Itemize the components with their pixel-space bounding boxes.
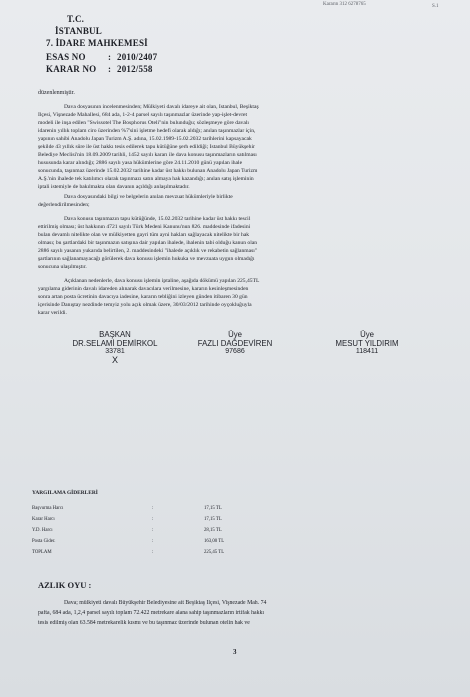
cost-sep: : xyxy=(152,528,154,533)
header-city: İSTANBUL xyxy=(55,26,102,36)
body-line: yargılama giderinin davalı idareden alınarak davacılara verilmesine, kararın kesinleşmesinden xyxy=(38,286,249,292)
cost-sep: : xyxy=(152,506,154,511)
signature-role: BAŞKAN xyxy=(99,330,131,339)
body-line: ettirilmiş olması; üst hakkının 4721 sayılı Türk Medeni Kanunu'nun 826. maddesinde ifadesini xyxy=(38,224,251,230)
body-line: Dava konusu taşınmazın tapu kütüğünde, 15.02.2032 tarihine kadar üst hakkı tescil xyxy=(64,216,251,222)
body-line: iptali istemiyle de bakılmakta olan davanın açıldığı anlaşılmaktadır. xyxy=(38,184,190,190)
body-line: değerlendirilmesinden; xyxy=(38,202,90,208)
body-line: sonucunda, taşınmaz üzerinde 15.02.2032 tarihine kadar üst hakkı bulunan Anadolu Japan Turizm xyxy=(38,168,258,174)
cost-amount: 17,15 TL xyxy=(204,517,222,522)
cost-amount: 163,00 TL xyxy=(204,539,225,544)
body-line: olması; bu şartlardaki bir taşınmazın satışına dair yapılan ihalede, ihalenin tabi olduğu kanun olan xyxy=(38,240,258,246)
karar-sep: : xyxy=(108,64,112,74)
cost-amount: 225,45 TL xyxy=(204,550,225,555)
esas-value: 2010/2407 xyxy=(117,52,158,62)
cost-sep: : xyxy=(152,517,154,522)
corner-reference: Kararın 312 6278765 xyxy=(323,2,366,7)
karar-label: KARAR NO xyxy=(46,64,97,74)
signature-name: MESUT YILDIRIM xyxy=(335,339,399,348)
cost-amount: 28,15 TL xyxy=(204,528,222,533)
signature-name: DR.SELAMİ DEMİRKOL xyxy=(72,339,158,348)
signature-block-member-2 xyxy=(292,330,442,355)
body-line: hususunda karar alındığı; 2886 sayılı yasa hükümlerine göre 24.11.2010 günü yapılan ihale xyxy=(38,160,243,166)
signature-block-member-1 xyxy=(160,330,310,355)
body-line: sonucuna ulaşılmıştır. xyxy=(38,264,87,270)
body-line: pafta, 684 ada, 1,2,4 parsel sayılı toplam 72.422 metrekare alana sahip taşınmazların irtifak hakkı xyxy=(38,610,265,616)
body-line: modeli ile inşa edilen "Swissotel The Bosphorus Oteli"nin bulunduğu; sözleşmeye göre davalı xyxy=(38,120,249,126)
body-line: Açıklanan nedenlerle, dava konusu işlemin iptaline, aşağıda dökümü yapılan 225,45TL xyxy=(64,278,260,284)
cost-label: TOPLAM xyxy=(32,550,52,555)
body-line: Belediye Meclisi'nin 18.09.2009 tarihli, 1452 sayılı kararı ile dava konusu taşınmazların satılması xyxy=(38,152,257,158)
dissent-title: AZLIK OYU : xyxy=(38,580,92,590)
karar-value: 2012/558 xyxy=(117,64,153,74)
signature-mark: X xyxy=(111,355,118,365)
body-line: şartlarının sağlanamayacağı görülerek dava konusu işlemin hukuka ve mevzuata uygun olmadığı xyxy=(38,256,255,262)
header-court: 7. İDARE MAHKEMESİ xyxy=(46,38,148,48)
body-line: İlçesi, Vişnezade Mahallesi, 684 ada, 1-2-4 parsel sayılı taşınmazlar üzerinde yap-işlet-devret xyxy=(38,112,248,118)
body-line: bulan devamlı nitelikte olan ve mülkiyetten gayri tüm ayni hakları sağlayacak nitelikte bir hak xyxy=(38,232,250,238)
signature-role: Üye xyxy=(360,330,374,339)
body-line: karar verildi. xyxy=(38,310,67,316)
cost-amount: 17,15 TL xyxy=(204,506,222,511)
body-line: A.Ş.'nin ihalede tek katılımcı olarak taşınmazı satın almaya hak kazandığı; anılan satış işleminin xyxy=(38,176,254,182)
signature-number: 97686 xyxy=(225,348,245,355)
esas-sep: : xyxy=(108,52,112,62)
signature-number: 33781 xyxy=(105,348,125,355)
body-intro: düzenlenmiştir. xyxy=(38,90,75,96)
cost-label: Başvurma Harcı xyxy=(32,506,64,511)
page-number: 3 xyxy=(233,648,237,656)
body-line: sonra artan posta ücretinin davacıya iadesine, kararın tebliğini izleyen günden itibaren 30 gün xyxy=(38,294,248,300)
body-line: içerisinde Danıştay nezdinde temyiz yolu açık olmak üzere, 30/03/2012 tarihinde oyçokluğuyla xyxy=(38,302,252,308)
cost-sep: : xyxy=(152,539,154,544)
corner-page-mark: S.1 xyxy=(432,4,439,9)
cost-sep: : xyxy=(152,550,154,555)
costs-title: YARGILAMA GİDERLERİ xyxy=(32,490,98,496)
signature-role: Üye xyxy=(228,330,242,339)
signature-name: FAZLI DAĞDEVİREN xyxy=(197,339,273,348)
body-line: idarenin yıllık toplam ciro üzerinden %7'sini işletme hedefi olarak aldığı; anılan taşınmazlar için, xyxy=(38,128,256,134)
body-line: Dava dosyasının incelenmesinden; Mülkiyeti davalı idareye ait olan, İstanbul, Beşiktaş xyxy=(64,104,259,110)
body-line: Dava; mülkiyeti davalı Büyükşehir Belediyesine ait Beşiktaş İlçesi, Vişnezade Mah. 74 xyxy=(64,600,267,606)
body-line: yapının sahibi Anadolu Japan Turizm A.Ş. adına, 15.02.1989-15.02.2032 tarihlerini kapsayacak xyxy=(38,136,252,142)
body-line: şekilde 43 yıllık süre ile üst hakkı tesis edilerek tapu kütüğüne şerh edildiği; İstanbul Büyükşehir xyxy=(38,144,255,150)
esas-label: ESAS NO xyxy=(46,52,86,62)
body-line: 2886 sayılı yasanın yukarıda belirtilen, 2. maddesindeki "ihalede açıklık ve rekabetin sağlanması" xyxy=(38,248,258,254)
cost-label: Posta Gider. xyxy=(32,539,56,544)
cost-label: Y.D. Harcı xyxy=(32,528,53,533)
header-country: T.C. xyxy=(67,14,85,24)
signature-number: 118411 xyxy=(355,348,379,355)
cost-label: Karar Harcı xyxy=(32,517,55,522)
body-line: Dava dosyasındaki bilgi ve belgelerin anılan mevzuat hükümleriyle birlikte xyxy=(64,194,233,200)
body-line: tesis edilmiş olan 63.584 metrekarelik kısmı ve bu taşınmaz üzerinde bulunan otelin hak ve xyxy=(38,620,250,626)
